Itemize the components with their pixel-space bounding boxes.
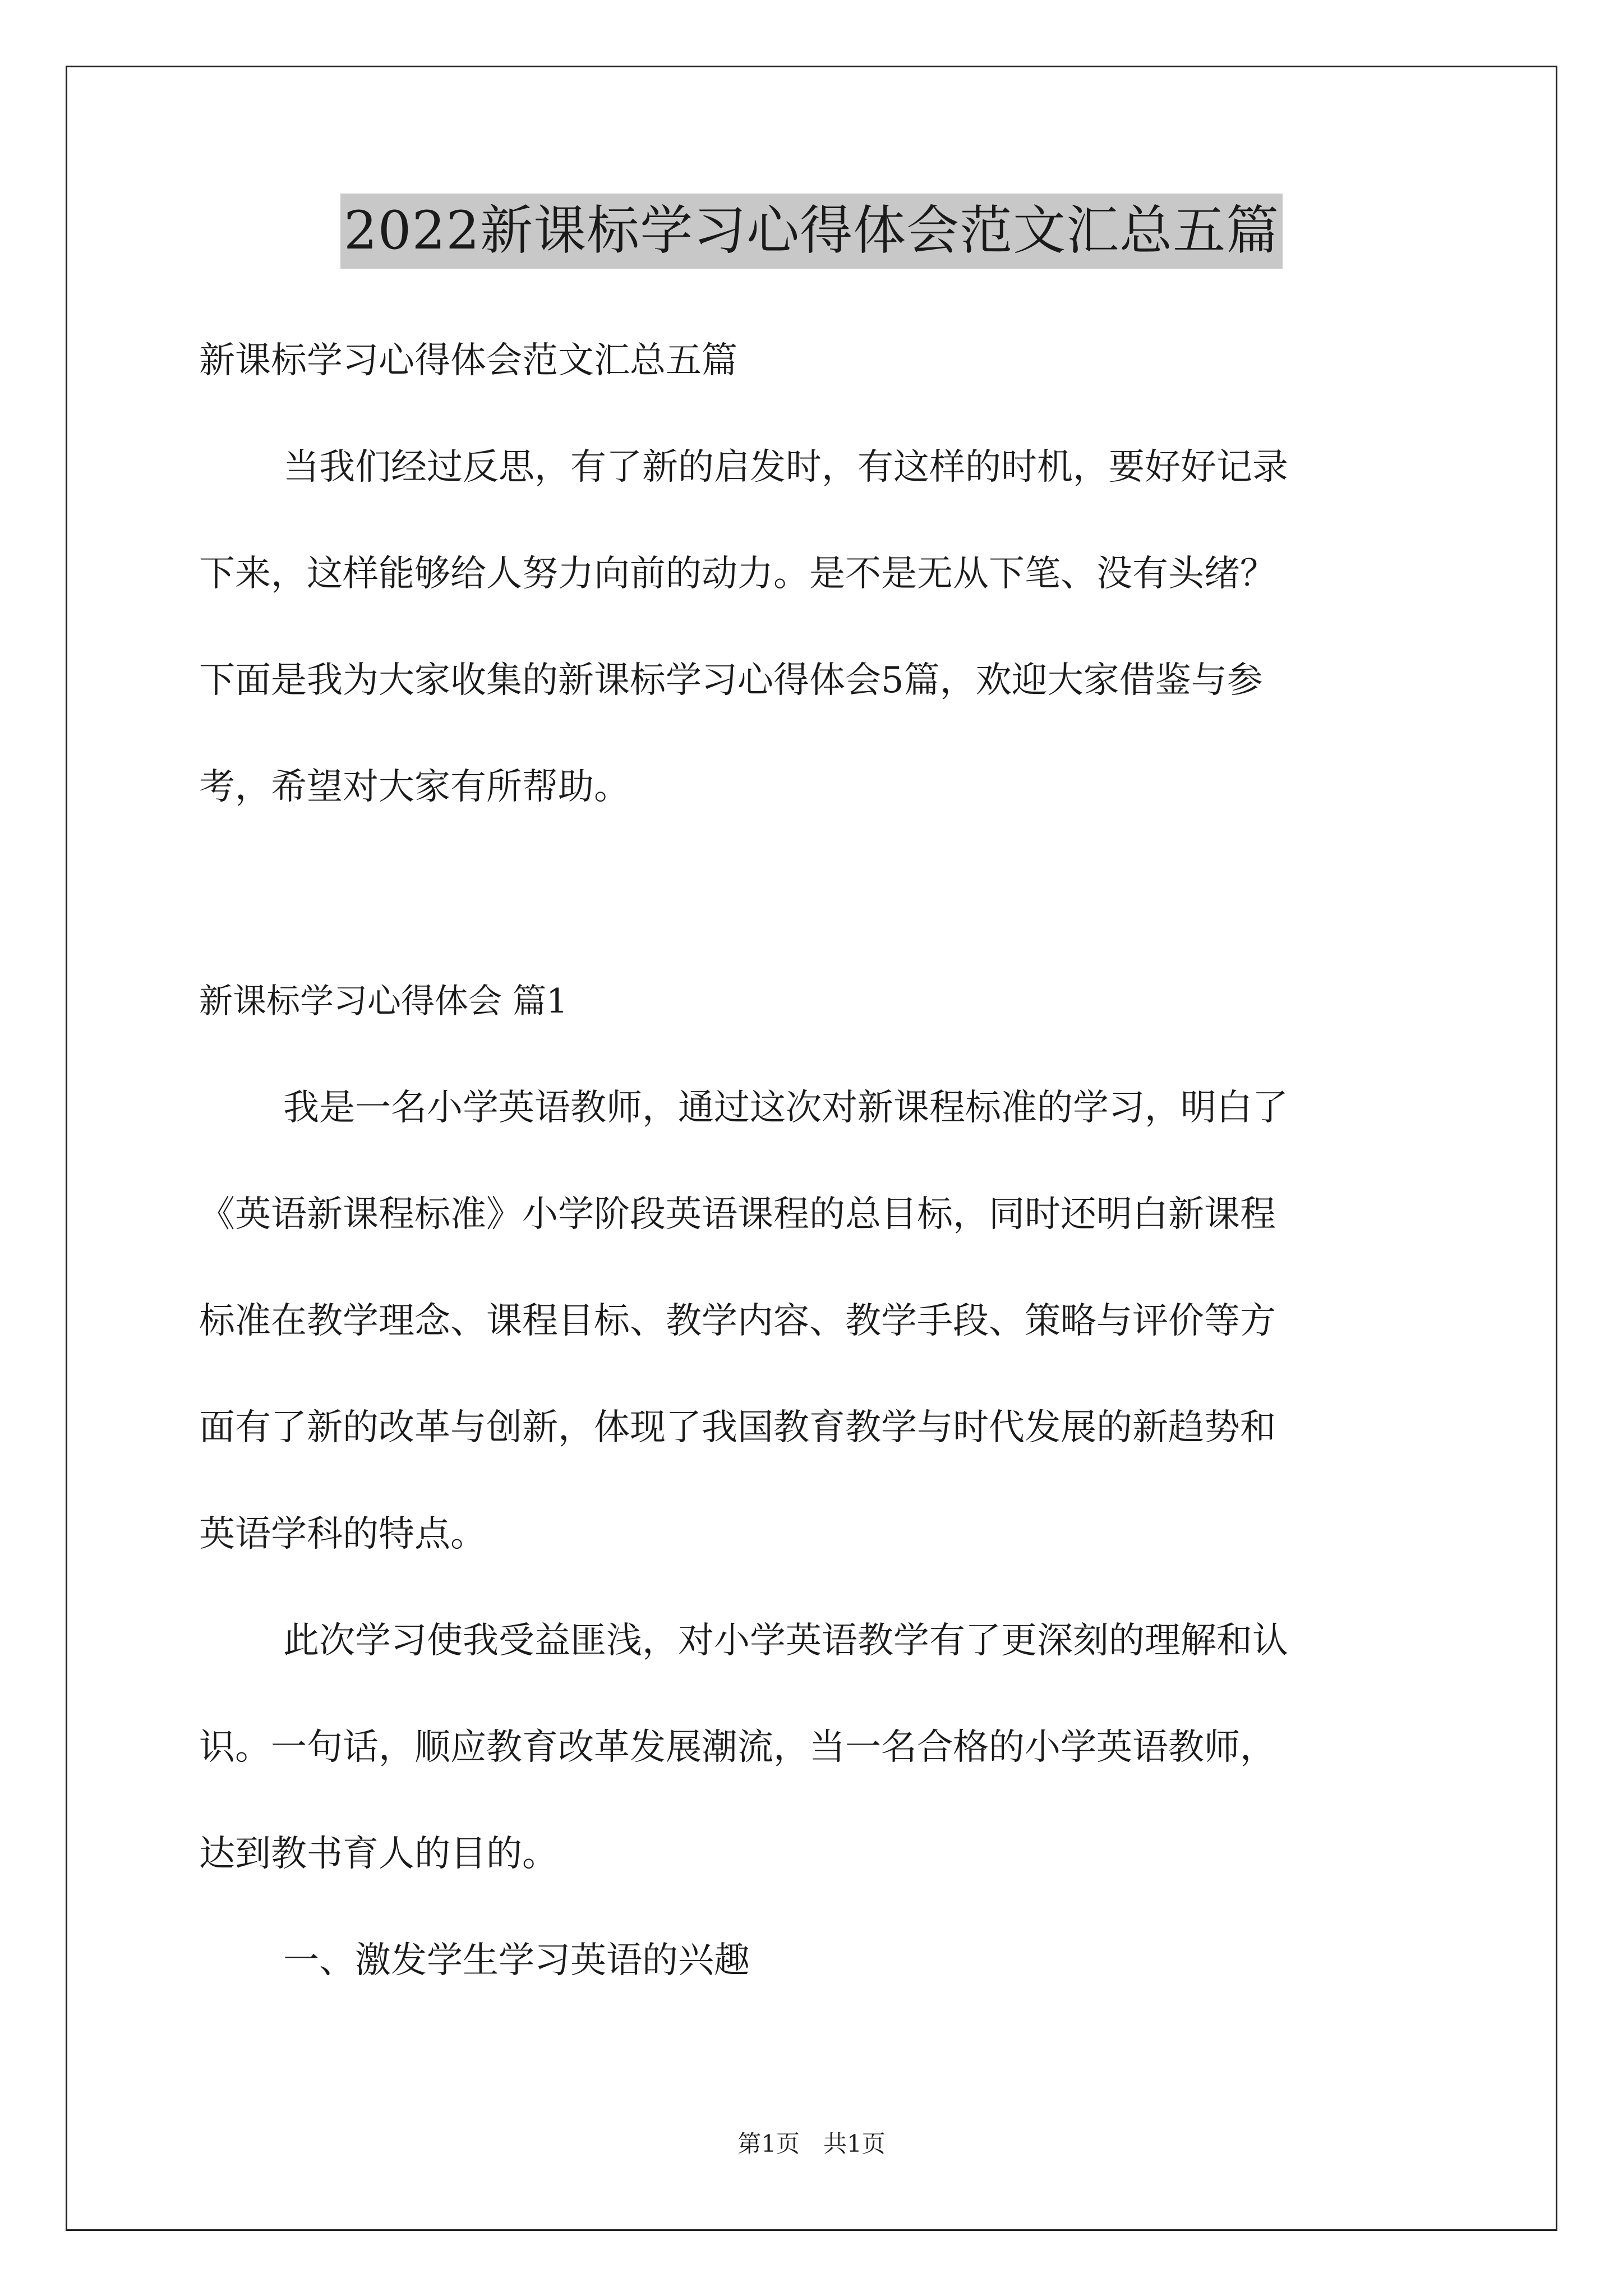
title-container (0, 194, 1623, 269)
intro-line: 当我们经过反思，有了新的启发时，有这样的时机，要好好记录 (283, 447, 1288, 488)
section-spacer (199, 840, 1427, 948)
section-heading: 新课标学习心得体会 篇1 (199, 982, 568, 1021)
document-subtitle: 新课标学习心得体会范文汇总五篇 (199, 340, 737, 381)
intro-line: 考，希望对大家有所帮助。 (199, 766, 630, 808)
document-body (199, 307, 1427, 2014)
paragraph-line: 面有了新的改革与创新，体现了我国教育教学与时代发展的新趋势和 (199, 1407, 1276, 1448)
page-footer: 第1页 共1页 (737, 2130, 886, 2157)
intro-line: 下来，这样能够给人努力向前的动力。是不是无从下笔、没有头绪？ (199, 553, 1276, 595)
paragraph-line: 识。一句话，顺应教育改革发展潮流，当一名合格的小学英语教师， (199, 1727, 1276, 1768)
paragraph-line: 达到教书育人的目的。 (199, 1833, 558, 1875)
paragraph-line: 英语学科的特点。 (199, 1513, 486, 1555)
paragraph-line: 标准在教学理念、课程目标、教学内容、教学手段、策略与评价等方 (199, 1300, 1276, 1342)
paragraph-line: 我是一名小学英语教师，通过这次对新课程标准的学习，明白了 (283, 1087, 1288, 1129)
document-title: 2022新课标学习心得体会范文汇总五篇 (340, 194, 1283, 269)
paragraph-line: 《英语新课程标准》小学阶段英语课程的总目标，同时还明白新课程 (199, 1194, 1276, 1235)
intro-line: 下面是我为大家收集的新课标学习心得体会5篇，欢迎大家借鉴与参 (199, 660, 1263, 701)
paragraph-line: 此次学习使我受益匪浅，对小学英语教学有了更深刻的理解和认 (283, 1620, 1288, 1662)
point-heading: 一、激发学生学习英语的兴趣 (283, 1940, 750, 1981)
